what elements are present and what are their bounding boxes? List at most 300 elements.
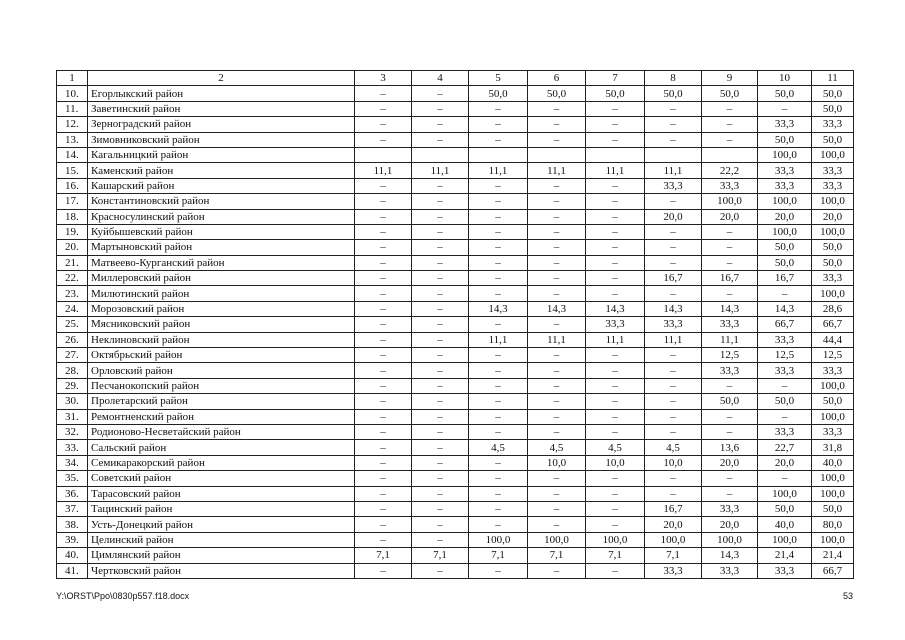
value-cell: – [355,378,412,393]
value-cell: 100,0 [812,378,854,393]
table-row [57,378,854,393]
value-cell: – [469,209,528,224]
value-cell [586,147,645,162]
value-cell: – [412,394,469,409]
value-cell: 100,0 [528,532,586,547]
value-cell: 33,3 [758,178,812,193]
value-cell: 11,1 [586,163,645,178]
value-cell: 33,3 [758,332,812,347]
value-cell: – [469,101,528,116]
value-cell: – [355,409,412,424]
value-cell [645,147,702,162]
value-cell: – [702,378,758,393]
value-cell: 33,3 [812,163,854,178]
row-number-cell: 31. [57,409,88,424]
value-cell: – [528,286,586,301]
value-cell: – [469,224,528,239]
district-name-cell: Тацинский район [88,501,355,516]
value-cell: 16,7 [702,271,758,286]
value-cell: 100,0 [758,224,812,239]
value-cell: 14,3 [528,301,586,316]
district-name-cell: Зерноградский район [88,117,355,132]
value-cell: 20,0 [758,209,812,224]
value-cell: 50,0 [812,501,854,516]
value-cell: – [645,471,702,486]
table-row [57,394,854,409]
value-cell: 20,0 [702,517,758,532]
value-cell: 50,0 [812,86,854,101]
value-cell: – [586,101,645,116]
value-cell: 14,3 [469,301,528,316]
row-number-cell: 23. [57,286,88,301]
value-cell: – [412,271,469,286]
value-cell: 21,4 [812,548,854,563]
table-row [57,271,854,286]
value-cell: 4,5 [586,440,645,455]
district-name-cell: Пролетарский район [88,394,355,409]
value-cell: – [758,101,812,116]
value-cell: 12,5 [758,348,812,363]
table-row [57,409,854,424]
table-row [57,101,854,116]
value-cell: – [355,86,412,101]
value-cell: – [586,563,645,578]
value-cell: 28,6 [812,301,854,316]
value-cell: 100,0 [758,486,812,501]
value-cell: 16,7 [758,271,812,286]
value-cell: – [528,378,586,393]
value-cell: – [528,240,586,255]
value-cell: – [758,409,812,424]
table-row [57,147,854,162]
value-cell: – [355,517,412,532]
value-cell: 80,0 [812,517,854,532]
table-header-row [57,71,854,86]
value-cell: – [645,101,702,116]
table-row [57,209,854,224]
header-cell: 8 [645,71,702,86]
value-cell: – [528,394,586,409]
value-cell: 4,5 [469,440,528,455]
value-cell: 100,0 [758,532,812,547]
value-cell: – [412,301,469,316]
page-number: 53 [842,591,853,601]
value-cell: 11,1 [645,332,702,347]
row-number-cell: 32. [57,424,88,439]
value-cell: – [469,363,528,378]
header-cell: 4 [412,71,469,86]
value-cell: – [355,286,412,301]
value-cell: – [469,378,528,393]
value-cell: – [645,194,702,209]
district-name-cell: Матвеево-Курганский район [88,255,355,270]
table-row [57,471,854,486]
value-cell: 66,7 [812,563,854,578]
value-cell: – [528,224,586,239]
value-cell: 33,3 [812,363,854,378]
district-name-cell: Миллеровский район [88,271,355,286]
value-cell: 14,3 [645,301,702,316]
value-cell: – [469,563,528,578]
value-cell: – [355,394,412,409]
value-cell: – [528,255,586,270]
value-cell: – [758,471,812,486]
value-cell: – [586,517,645,532]
value-cell: 50,0 [758,240,812,255]
row-number-cell: 27. [57,348,88,363]
value-cell: 33,3 [645,317,702,332]
value-cell: – [645,132,702,147]
value-cell: 100,0 [812,286,854,301]
value-cell: 50,0 [812,132,854,147]
value-cell: – [528,363,586,378]
row-number-cell: 41. [57,563,88,578]
district-name-cell: Чертковский район [88,563,355,578]
value-cell: – [412,332,469,347]
value-cell [528,147,586,162]
value-cell: – [469,132,528,147]
value-cell: – [469,286,528,301]
value-cell: – [469,271,528,286]
value-cell: – [528,517,586,532]
table-row [57,332,854,347]
value-cell: 10,0 [586,455,645,470]
district-name-cell: Куйбышевский район [88,224,355,239]
value-cell: – [645,394,702,409]
value-cell: – [528,424,586,439]
value-cell: – [586,378,645,393]
row-number-cell: 14. [57,147,88,162]
district-name-cell: Заветинский район [88,101,355,116]
value-cell: – [702,132,758,147]
value-cell: – [355,117,412,132]
value-cell: – [469,455,528,470]
value-cell: – [702,240,758,255]
value-cell: 11,1 [702,332,758,347]
value-cell: – [469,517,528,532]
value-cell: – [586,394,645,409]
value-cell: – [355,501,412,516]
value-cell: – [528,317,586,332]
value-cell: – [702,224,758,239]
district-name-cell: Советский район [88,471,355,486]
value-cell: – [586,363,645,378]
value-cell: 11,1 [412,163,469,178]
district-name-cell: Неклиновский район [88,332,355,347]
row-number-cell: 21. [57,255,88,270]
value-cell: 50,0 [528,86,586,101]
value-cell: 4,5 [645,440,702,455]
value-cell: – [645,117,702,132]
value-cell: 50,0 [758,255,812,270]
value-cell: – [645,286,702,301]
value-cell: 11,1 [469,332,528,347]
district-name-cell: Каменский район [88,163,355,178]
value-cell: – [412,224,469,239]
value-cell: – [469,348,528,363]
value-cell: – [645,363,702,378]
row-number-cell: 38. [57,517,88,532]
district-name-cell: Красносулинский район [88,209,355,224]
value-cell: – [469,178,528,193]
table-row [57,517,854,532]
district-name-cell: Целинский район [88,532,355,547]
value-cell: 50,0 [758,394,812,409]
value-cell: 14,3 [702,301,758,316]
value-cell: – [469,317,528,332]
value-cell: – [586,486,645,501]
row-number-cell: 18. [57,209,88,224]
value-cell: 50,0 [812,101,854,116]
value-cell: 33,3 [758,163,812,178]
row-number-cell: 12. [57,117,88,132]
value-cell: 66,7 [812,317,854,332]
value-cell: 20,0 [702,455,758,470]
value-cell: – [586,271,645,286]
value-cell: – [702,117,758,132]
value-cell: – [469,194,528,209]
value-cell: – [702,286,758,301]
value-cell: 100,0 [758,194,812,209]
table-row [57,455,854,470]
value-cell: – [528,348,586,363]
value-cell: 16,7 [645,271,702,286]
table-row [57,317,854,332]
value-cell: 7,1 [645,548,702,563]
value-cell: – [469,409,528,424]
value-cell: – [702,471,758,486]
value-cell: – [645,240,702,255]
value-cell: 33,3 [702,363,758,378]
value-cell: – [528,409,586,424]
row-number-cell: 30. [57,394,88,409]
value-cell: – [586,471,645,486]
value-cell: – [469,424,528,439]
value-cell: 100,0 [469,532,528,547]
district-name-cell: Тарасовский район [88,486,355,501]
value-cell: – [355,132,412,147]
header-cell: 11 [812,71,854,86]
district-name-cell: Кагальницкий район [88,147,355,162]
value-cell: 33,3 [702,178,758,193]
value-cell: – [412,440,469,455]
district-name-cell: Егорлыкский район [88,86,355,101]
row-number-cell: 20. [57,240,88,255]
value-cell: – [355,424,412,439]
value-cell: 11,1 [528,332,586,347]
value-cell: 20,0 [758,455,812,470]
value-cell: 50,0 [812,240,854,255]
value-cell: 50,0 [702,394,758,409]
value-cell: 100,0 [812,194,854,209]
row-number-cell: 22. [57,271,88,286]
value-cell: – [412,101,469,116]
value-cell: 50,0 [758,132,812,147]
value-cell: – [412,317,469,332]
value-cell: – [528,209,586,224]
table-row [57,286,854,301]
district-name-cell: Сальский район [88,440,355,455]
district-name-cell: Усть-Донецкий район [88,517,355,532]
value-cell: 12,5 [812,348,854,363]
district-name-cell: Семикаракорский район [88,455,355,470]
value-cell: 7,1 [469,548,528,563]
value-cell: 50,0 [645,86,702,101]
value-cell: 33,3 [812,117,854,132]
table-row [57,132,854,147]
value-cell: 100,0 [812,409,854,424]
header-cell: 3 [355,71,412,86]
value-cell: – [586,209,645,224]
value-cell: – [528,271,586,286]
district-name-cell: Зимовниковский район [88,132,355,147]
district-name-cell: Кашарский район [88,178,355,193]
value-cell: – [412,117,469,132]
value-cell: – [412,194,469,209]
value-cell: 20,0 [645,517,702,532]
district-name-cell: Орловский район [88,363,355,378]
value-cell: – [586,117,645,132]
value-cell: 33,3 [702,317,758,332]
value-cell: – [469,394,528,409]
district-name-cell: Песчанокопский район [88,378,355,393]
value-cell: 50,0 [586,86,645,101]
value-cell: – [355,240,412,255]
value-cell: 7,1 [528,548,586,563]
value-cell: – [412,424,469,439]
value-cell: 7,1 [355,548,412,563]
value-cell: – [412,86,469,101]
value-cell: – [586,224,645,239]
value-cell: – [645,224,702,239]
value-cell: – [412,532,469,547]
value-cell: – [412,240,469,255]
value-cell: 22,2 [702,163,758,178]
value-cell: – [586,348,645,363]
value-cell: 14,3 [758,301,812,316]
table-row [57,255,854,270]
value-cell: – [469,240,528,255]
district-name-cell: Цимлянский район [88,548,355,563]
value-cell: 33,3 [758,117,812,132]
value-cell: 22,7 [758,440,812,455]
value-cell: 50,0 [702,86,758,101]
value-cell: 11,1 [528,163,586,178]
value-cell: – [469,255,528,270]
value-cell: – [355,178,412,193]
district-name-cell: Морозовский район [88,301,355,316]
value-cell: – [702,409,758,424]
value-cell: – [528,101,586,116]
row-number-cell: 33. [57,440,88,455]
row-number-cell: 17. [57,194,88,209]
value-cell: 11,1 [355,163,412,178]
value-cell: 40,0 [812,455,854,470]
table-row [57,117,854,132]
value-cell: – [412,363,469,378]
value-cell: – [355,194,412,209]
value-cell: 13,6 [702,440,758,455]
value-cell: – [355,348,412,363]
value-cell: – [412,455,469,470]
value-cell: – [355,301,412,316]
value-cell: – [412,209,469,224]
district-name-cell: Октябрьский район [88,348,355,363]
value-cell: 14,3 [586,301,645,316]
value-cell: 20,0 [812,209,854,224]
value-cell: – [355,224,412,239]
row-number-cell: 13. [57,132,88,147]
value-cell: 12,5 [702,348,758,363]
table-row [57,178,854,193]
value-cell: – [412,132,469,147]
row-number-cell: 10. [57,86,88,101]
value-cell: 7,1 [586,548,645,563]
value-cell [702,147,758,162]
value-cell: – [412,501,469,516]
document-path: Y:\ORST\Ppo\0830p557.f18.docx [56,591,190,601]
value-cell: – [586,132,645,147]
value-cell: – [702,101,758,116]
table-body [57,71,854,579]
data-table [56,70,854,579]
header-cell: 6 [528,71,586,86]
value-cell: – [355,332,412,347]
row-number-cell: 37. [57,501,88,516]
value-cell: – [355,209,412,224]
value-cell: – [355,486,412,501]
value-cell: – [645,255,702,270]
value-cell: – [586,409,645,424]
value-cell: – [412,471,469,486]
value-cell: 33,3 [758,363,812,378]
table-row [57,224,854,239]
value-cell: – [528,178,586,193]
table-row [57,301,854,316]
value-cell: – [645,424,702,439]
value-cell: – [412,255,469,270]
value-cell: 33,3 [812,178,854,193]
table-row [57,486,854,501]
value-cell: – [528,563,586,578]
value-cell: 11,1 [586,332,645,347]
value-cell: 50,0 [758,501,812,516]
value-cell: – [528,471,586,486]
value-cell: 100,0 [645,532,702,547]
value-cell: – [412,486,469,501]
value-cell: – [355,271,412,286]
value-cell: 33,3 [702,563,758,578]
value-cell: 33,3 [702,501,758,516]
row-number-cell: 36. [57,486,88,501]
value-cell: 100,0 [702,532,758,547]
row-number-cell: 16. [57,178,88,193]
value-cell: – [528,117,586,132]
value-cell: – [645,486,702,501]
value-cell: 21,4 [758,548,812,563]
value-cell: – [702,255,758,270]
header-cell: 2 [88,71,355,86]
header-cell: 5 [469,71,528,86]
row-number-cell: 29. [57,378,88,393]
value-cell: – [586,501,645,516]
header-cell: 10 [758,71,812,86]
value-cell: 4,5 [528,440,586,455]
value-cell: 100,0 [586,532,645,547]
table-row [57,548,854,563]
value-cell: – [758,286,812,301]
value-cell: 50,0 [758,86,812,101]
